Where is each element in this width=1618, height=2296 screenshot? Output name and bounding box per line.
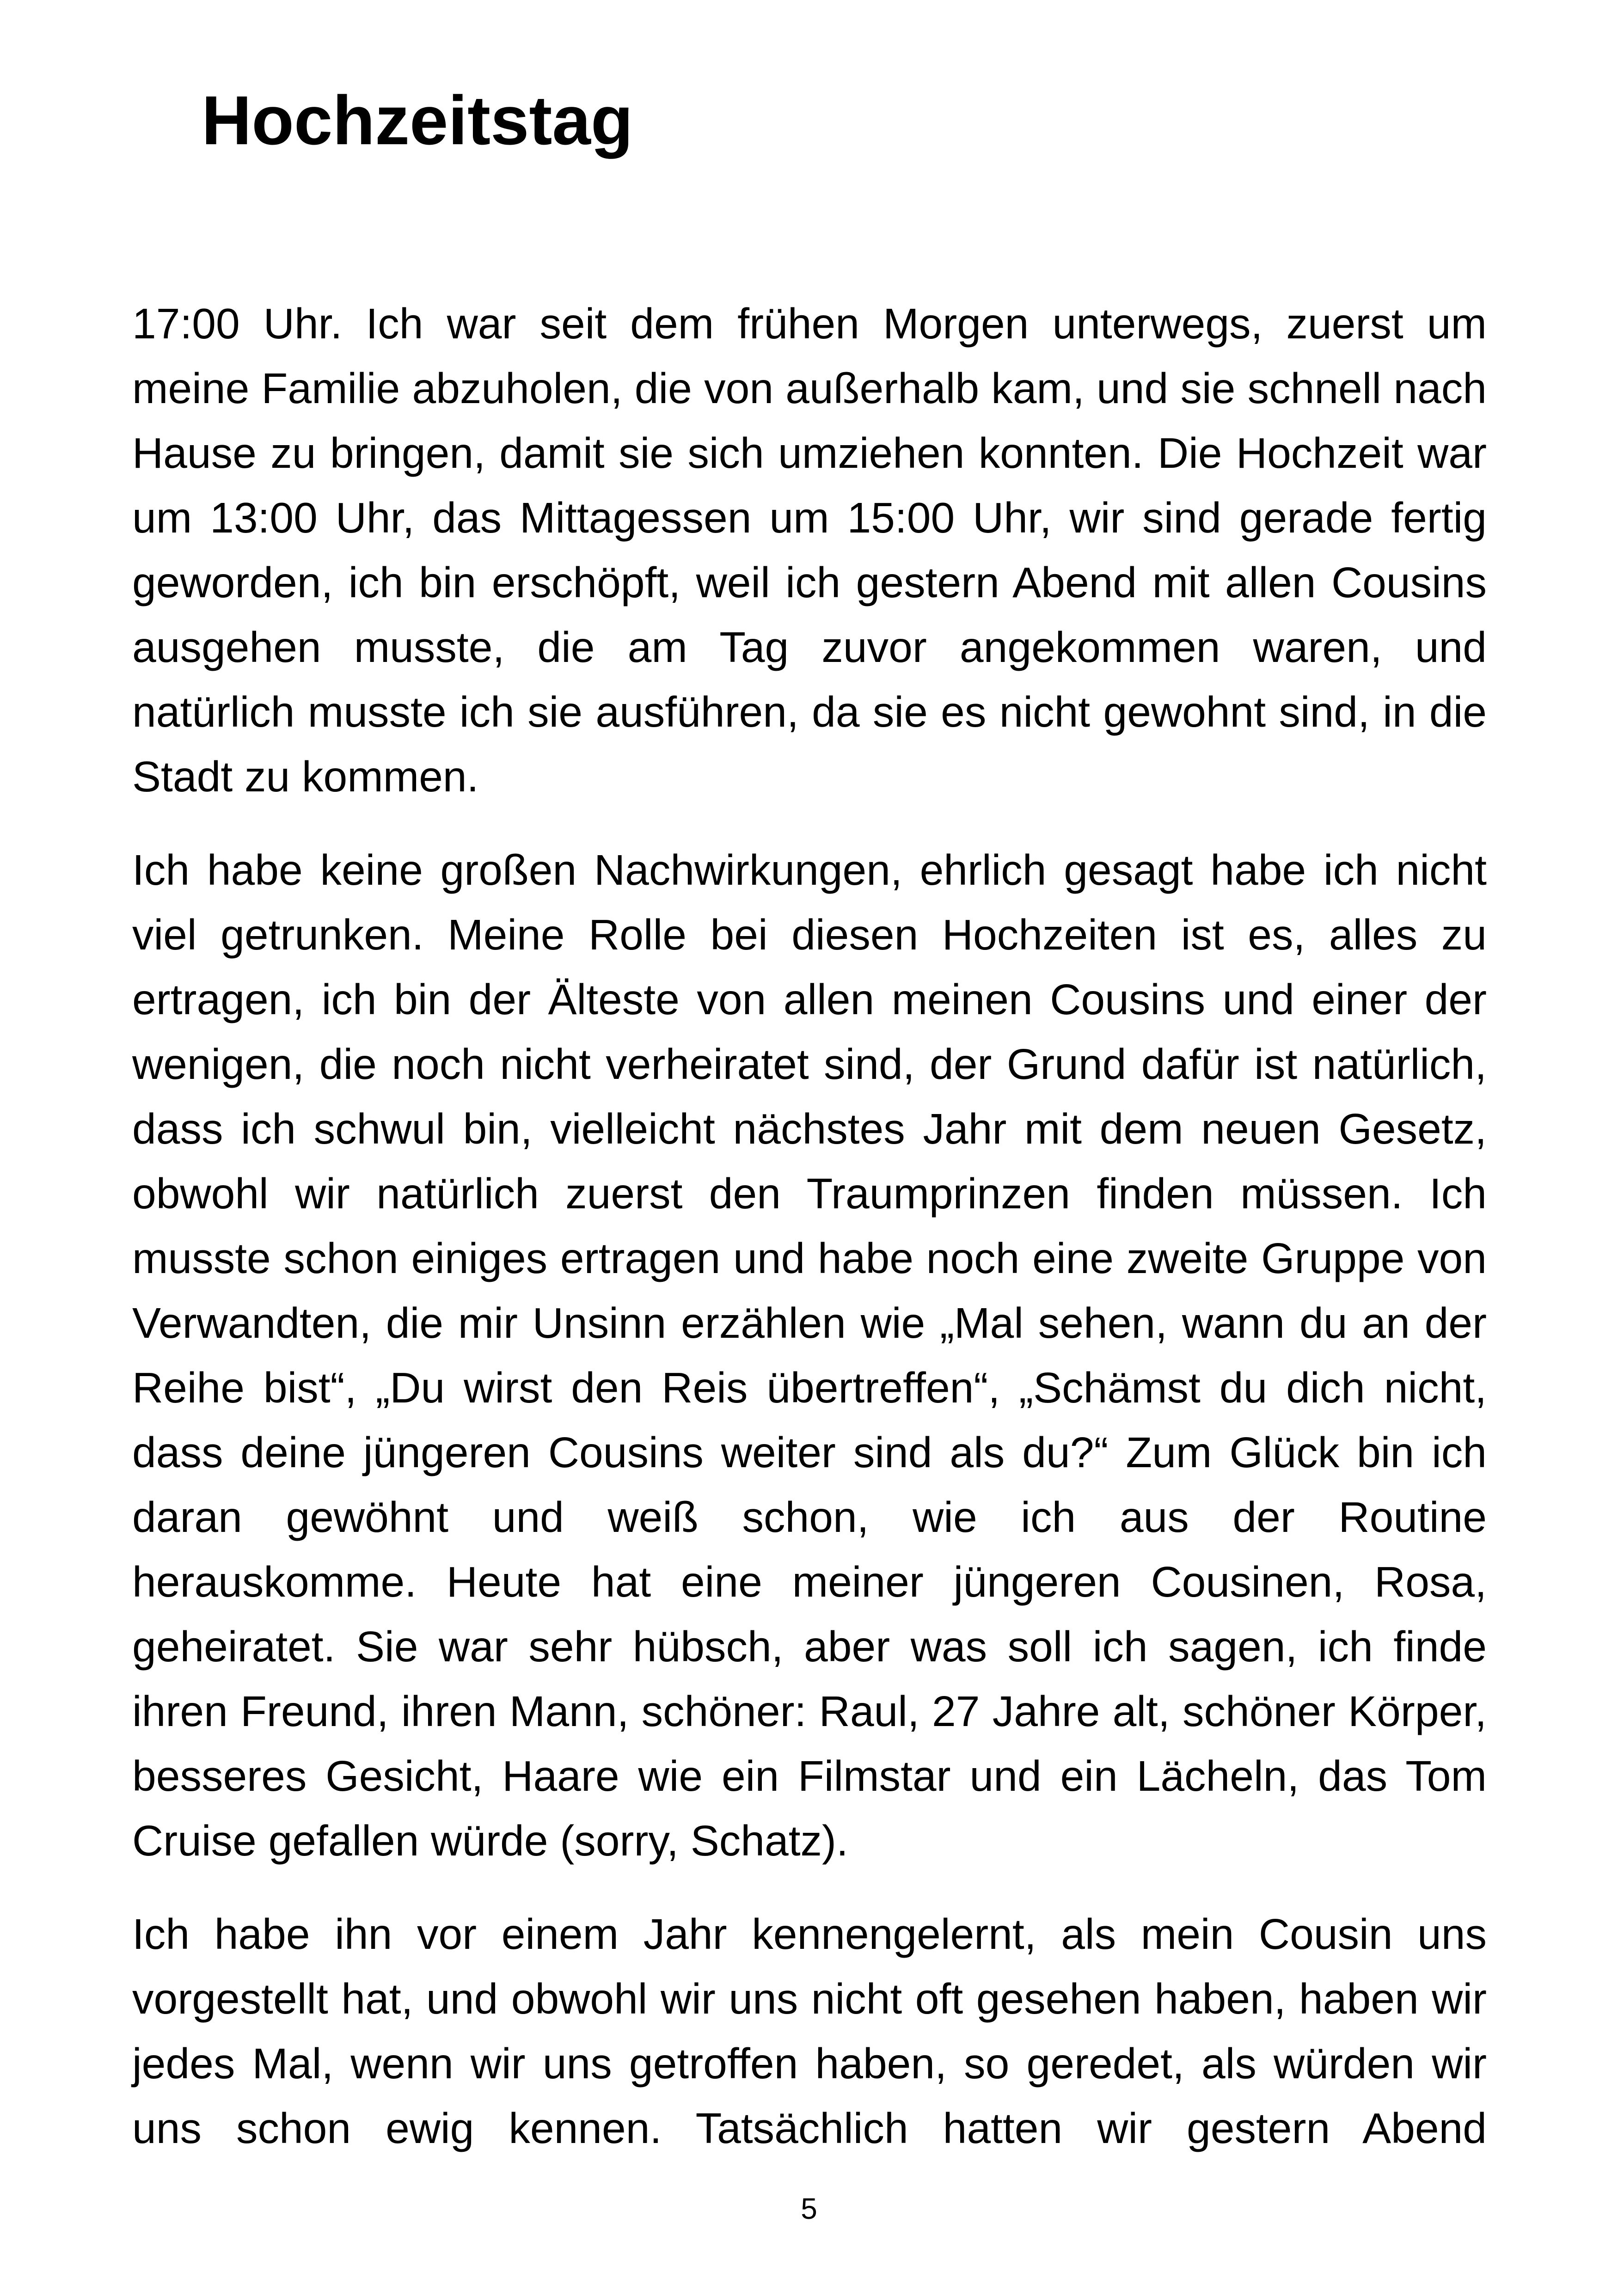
paragraph-1: 17:00 Uhr. Ich war seit dem frühen Morgen unterwegs, zuerst um meine Familie abzuholen, die von außerhalb kam, und sie schnell nach Hause zu bringen, damit sie sich umziehen konnten. Die Hochzeit war um 13:00 Uhr, das Mittagessen um 15:00 Uhr, wir sind gerade fertig geworden, ich bin erschöpft, weil ich gestern Abend mit allen Cousins ausgehen musste, die am Tag zuvor angekommen waren, und natürlich musste ich sie ausführen, da sie es nicht gewohnt sind, in die Stadt zu kommen. (132, 300, 1487, 801)
page-number: 5 (801, 2192, 817, 2225)
body-text (132, 291, 1487, 2161)
chapter-title: Hochzeitstag (202, 81, 633, 159)
paragraph-2: Ich habe keine großen Nachwirkungen, ehrlich gesagt habe ich nicht viel getrunken. Meine Rolle bei diesen Hochzeiten ist es, alles zu ertragen, ich bin der Älteste von allen meinen Cousins und einer der wenigen, die noch nicht verheiratet sind, der Grund dafür ist natürlich, dass ich schwul bin, vielleicht nächstes Jahr mit dem neuen Gesetz, obwohl wir natürlich zuerst den Traumprinzen finden müssen. Ich musste schon einiges ertragen und habe noch eine zweite Gruppe von Verwandten, die mir Unsinn erzählen wie „Mal sehen, wann du an der Reihe bist“, „Du wirst den Reis übertreffen“, „Schämst du dich nicht, dass deine jüngeren Cousins weiter sind als du?“ Zum Glück bin ich daran gewöhnt und weiß schon, wie ich aus der Routine herauskomme. Heute hat eine meiner jüngeren Cousinen, Rosa, geheiratet. Sie war sehr hübsch, aber was soll ich sagen, ich finde ihren Freund, ihren Mann, schöner: Raul, 27 Jahre alt, schöner Körper, besseres Gesicht, Haare wie ein Filmstar und ein Lächeln, das Tom Cruise gefallen würde (sorry, Schatz). (132, 846, 1487, 1865)
paragraph-3: Ich habe ihn vor einem Jahr kennengelernt, als mein Cousin uns vorgestellt hat, und obwohl wir uns nicht oft gesehen haben, haben wir jedes Mal, wenn wir uns getroffen haben, so geredet, als würden wir uns schon ewig kennen. Tatsächlich hatten wir gestern Abend (132, 1910, 1487, 2152)
